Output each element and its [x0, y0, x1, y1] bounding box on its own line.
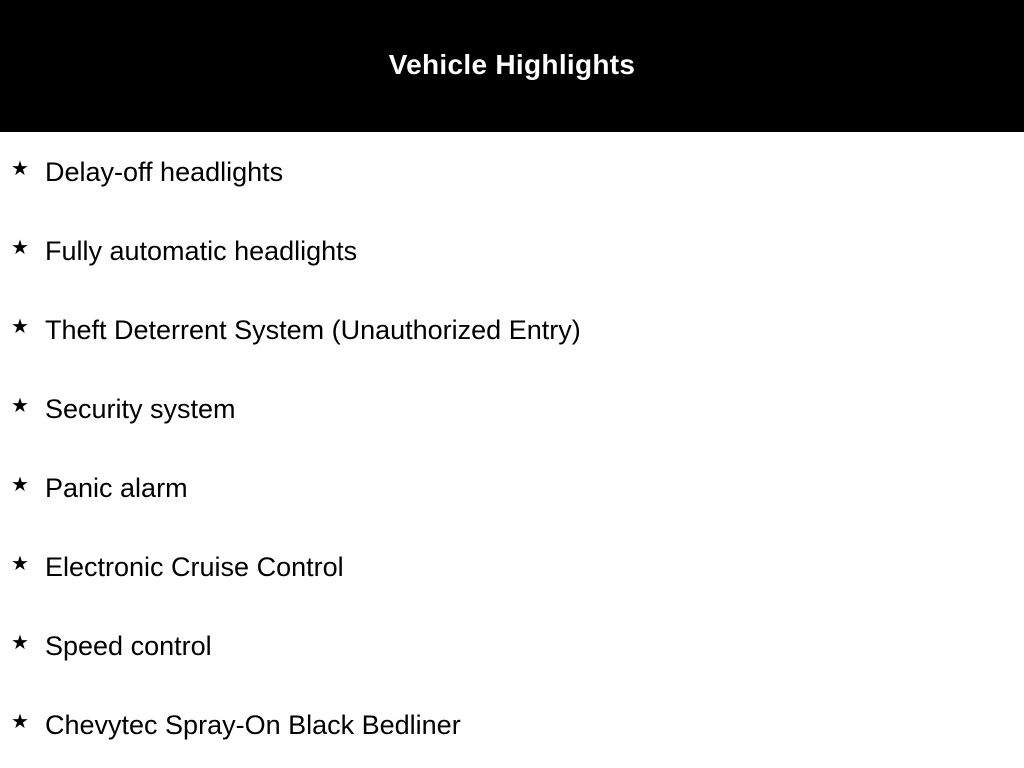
star-icon: ★	[11, 709, 29, 733]
star-icon: ★	[11, 235, 29, 259]
feature-label: Security system	[45, 394, 236, 424]
feature-label: Speed control	[45, 631, 212, 661]
star-icon: ★	[11, 551, 29, 575]
list-item	[0, 132, 1024, 211]
feature-label: Delay-off headlights	[45, 157, 284, 187]
feature-label: Fully automatic headlights	[45, 236, 358, 266]
page-header	[0, 0, 1024, 132]
list-item	[0, 606, 1024, 685]
star-icon: ★	[11, 314, 29, 338]
feature-label: Chevytec Spray-On Black Bedliner	[45, 710, 461, 740]
feature-label: Theft Deterrent System (Unauthorized Entry)	[45, 315, 581, 345]
list-item	[0, 527, 1024, 606]
feature-label: Panic alarm	[45, 473, 188, 503]
feature-label: Electronic Cruise Control	[45, 552, 344, 582]
star-icon: ★	[11, 472, 29, 496]
list-item	[0, 290, 1024, 369]
page-title: Vehicle Highlights	[388, 49, 636, 80]
star-icon: ★	[11, 393, 29, 417]
list-item	[0, 685, 1024, 764]
list-item	[0, 211, 1024, 290]
star-icon: ★	[11, 630, 29, 654]
list-item	[0, 448, 1024, 527]
star-icon: ★	[11, 156, 29, 180]
feature-list	[0, 132, 1024, 764]
list-item	[0, 369, 1024, 448]
